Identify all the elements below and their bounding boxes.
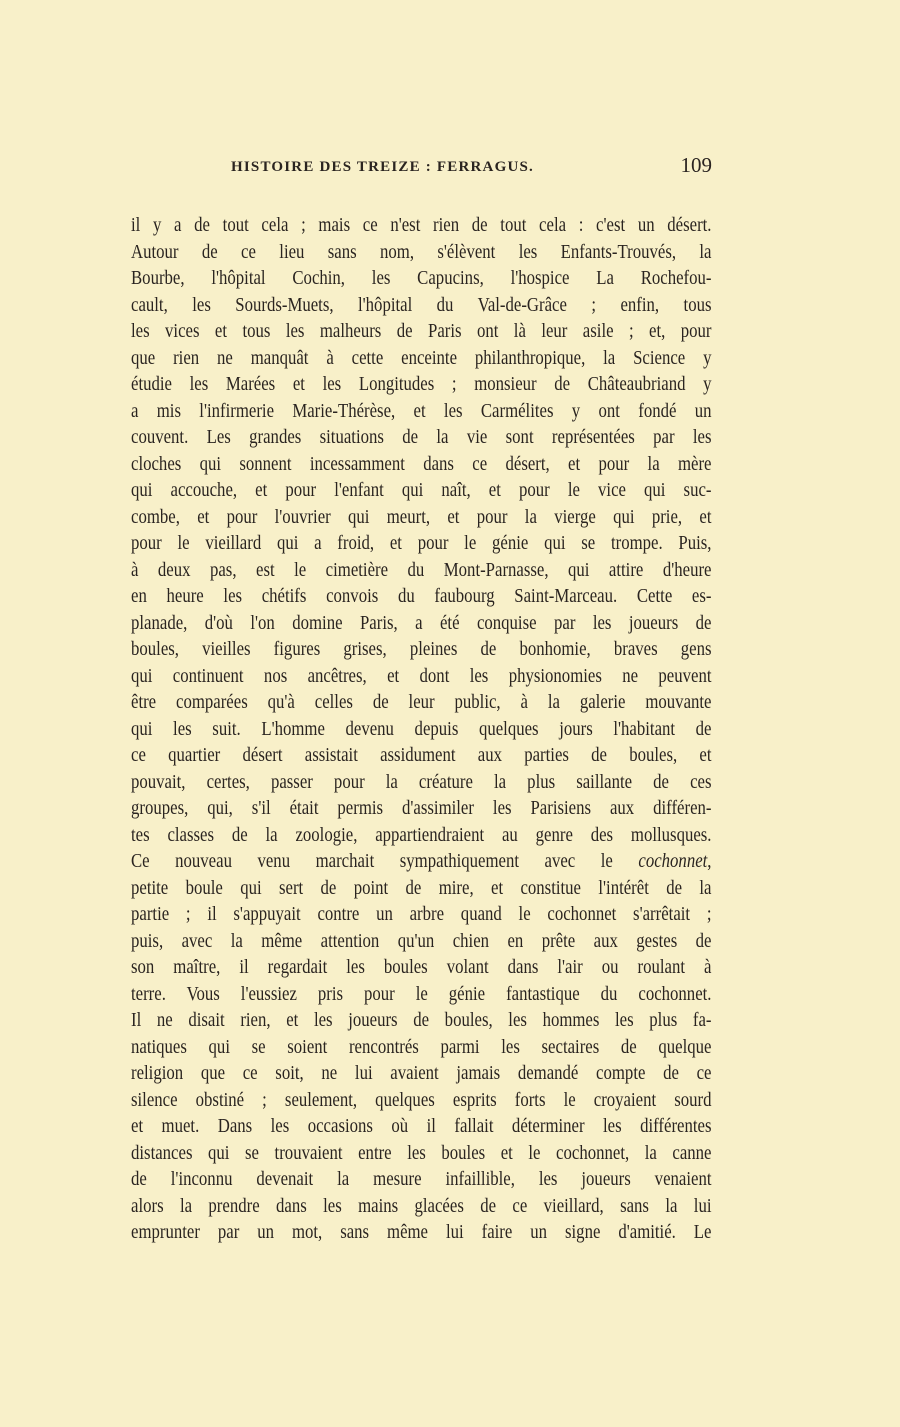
text-line: groupes, qui, s'il était permis d'assimiler les Parisiens aux différen- <box>131 798 712 819</box>
text-span: , <box>707 851 712 872</box>
running-head: HISTOIRE DES TREIZE : FERRAGUS. <box>231 159 534 175</box>
text-line: religion que ce soit, ne lui avaient jamais demandé compte de ce <box>131 1063 712 1084</box>
text-line: combe, et pour l'ouvrier qui meurt, et pour la vierge qui prie, et <box>131 506 712 528</box>
text-line: que rien ne manquât à cette enceinte philanthropique, la Science y <box>131 347 712 369</box>
text-line: partie ; il s'appuyait contre un arbre quand le cochonnet s'arrêtait ; <box>131 904 712 925</box>
text-line: boules, vieilles figures grises, pleines de bonhomie, braves gens <box>131 639 712 660</box>
italic-word: cochonnet <box>638 851 708 872</box>
text-line: son maître, il regardait les boules volant dans l'air ou roulant à <box>131 957 712 978</box>
text-line: il y a de tout cela ; mais ce n'est rien de tout cela : c'est un désert. <box>131 215 712 236</box>
text-line: emprunter par un mot, sans même lui faire un signe d'amitié. Le <box>131 1222 712 1243</box>
text-line: à deux pas, est le cimetière du Mont-Parnasse, qui attire d'heure <box>131 559 712 581</box>
text-line: et muet. Dans les occasions où il fallait déterminer les différentes <box>131 1116 712 1137</box>
text-line: distances qui se trouvaient entre les boules et le cochonnet, la canne <box>131 1142 712 1164</box>
text-line: planade, d'où l'on domine Paris, a été conquise par les joueurs de <box>131 612 712 634</box>
text-line: puis, avec la même attention qu'un chien en prête aux gestes de <box>131 930 712 952</box>
text-line: qui continuent nos ancêtres, et dont les physionomies ne peuvent <box>131 665 712 687</box>
page-header <box>131 153 712 179</box>
text-line: petite boule qui sert de point de mire, et constitue l'intérêt de la <box>131 877 712 899</box>
text-line: Autour de ce lieu sans nom, s'élèvent les Enfants-Trouvés, la <box>131 241 712 263</box>
text-line: silence obstiné ; seulement, quelques esprits forts le croyaient sourd <box>131 1089 712 1111</box>
text-line: tes classes de la zoologie, appartiendraient au genre des mollusques. <box>131 824 712 846</box>
body-text <box>131 213 712 1247</box>
text-span: Ce nouveau venu marchait sympathiquement avec le <box>131 851 639 872</box>
page-number: 109 <box>680 153 712 177</box>
text-line: cault, les Sourds-Muets, l'hôpital du Val-de-Grâce ; enfin, tous <box>131 294 712 316</box>
text-line: être comparées qu'à celles de leur public, à la galerie mouvante <box>131 692 712 713</box>
text-line: étudie les Marées et les Longitudes ; monsieur de Châteaubriand y <box>131 374 712 395</box>
text-line: Bourbe, l'hôpital Cochin, les Capucins, l'hospice La Rochefou- <box>131 268 712 289</box>
text-line: pour le vieillard qui a froid, et pour le génie qui se trompe. Puis, <box>131 533 712 554</box>
text-line: qui accouche, et pour l'enfant qui naît, et pour le vice qui suc- <box>131 480 712 501</box>
text-line: couvent. Les grandes situations de la vie sont représentées par les <box>131 427 712 448</box>
text-line: les vices et tous les malheurs de Paris ont là leur asile ; et, pour <box>131 321 712 342</box>
text-line: ce quartier désert assistait assidument aux parties de boules, et <box>131 745 712 766</box>
text-line: en heure les chétifs convois du faubourg Saint-Marceau. Cette es- <box>131 586 712 607</box>
text-line: cloches qui sonnent incessamment dans ce désert, et pour la mère <box>131 453 712 475</box>
text-line: de l'inconnu devenait la mesure infaillible, les joueurs venaient <box>131 1169 712 1190</box>
text-line: a mis l'infirmerie Marie-Thérèse, et les Carmélites y ont fondé un <box>131 400 712 422</box>
text-line: qui les suit. L'homme devenu depuis quelques jours l'habitant de <box>131 718 712 740</box>
text-line: natiques qui se soient rencontrés parmi les sectaires de quelque <box>131 1036 712 1058</box>
text-line: alors la prendre dans les mains glacées de ce vieillard, sans la lui <box>131 1195 712 1217</box>
text-line: terre. Vous l'eussiez pris pour le génie fantastique du cochonnet. <box>131 983 712 1005</box>
text-line: Il ne disait rien, et les joueurs de boules, les hommes les plus fa- <box>131 1010 712 1031</box>
text-line: pouvait, certes, passer pour la créature la plus saillante de ces <box>131 771 712 793</box>
text-line <box>131 849 712 876</box>
